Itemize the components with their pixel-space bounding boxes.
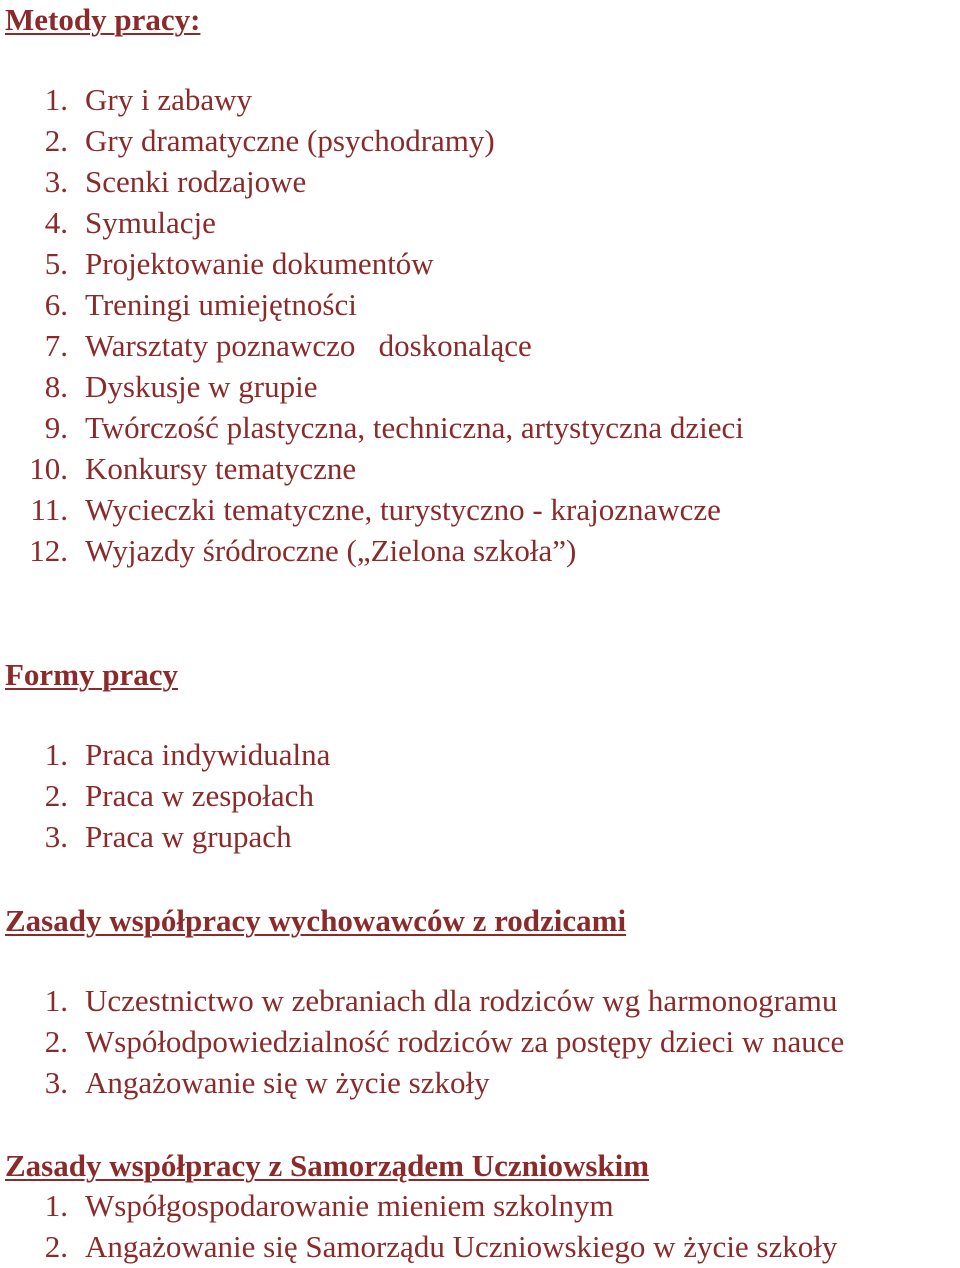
- list-item-text: Treningi umiejętności: [85, 287, 357, 322]
- list-item-number: 9.: [44, 410, 68, 445]
- list-item-number: 8.: [44, 369, 68, 404]
- list-item-text: Gry dramatyczne (psychodramy): [85, 123, 495, 158]
- list-item: [0, 79, 744, 120]
- list-item: [0, 202, 744, 243]
- list-item-number: 1.: [44, 82, 68, 117]
- list-item-number: 11.: [30, 492, 68, 527]
- list-item: [0, 120, 744, 161]
- list-item-number: 2.: [44, 778, 68, 813]
- list-item: [0, 1226, 837, 1267]
- list-item: [0, 816, 330, 857]
- list-item-number: 10.: [29, 451, 68, 486]
- list-item-number: 3.: [44, 819, 68, 854]
- list-item-number: 2.: [44, 1024, 68, 1059]
- list-wspolpraca-z-rodzicami: [0, 980, 844, 1103]
- list-item-text: Praca w zespołach: [85, 778, 314, 813]
- list-item: [0, 448, 744, 489]
- list-item: [0, 243, 744, 284]
- list-item-number: 1.: [44, 737, 68, 772]
- list-item-text: Konkursy tematyczne: [85, 451, 357, 486]
- list-item-text: Twórczość plastyczna, techniczna, artystyczna dzieci: [85, 410, 744, 445]
- list-item-text: Warsztaty poznawczo doskonalące: [85, 328, 532, 363]
- list-item-text: Projektowanie dokumentów: [85, 246, 434, 281]
- list-item-number: 1.: [44, 983, 68, 1018]
- list-item: [0, 530, 744, 571]
- list-item-text: Scenki rodzajowe: [85, 164, 307, 199]
- list-item: [0, 407, 744, 448]
- list-item-number: 12.: [29, 533, 68, 568]
- list-item-number: 3.: [44, 1065, 68, 1100]
- list-item-text: Praca indywidualna: [85, 737, 331, 772]
- list-item-text: Dyskusje w grupie: [85, 369, 318, 404]
- list-formy-pracy: [0, 734, 330, 857]
- list-item: [0, 161, 744, 202]
- list-item: [0, 489, 744, 530]
- list-item-number: 4.: [44, 205, 68, 240]
- list-item-number: 7.: [44, 328, 68, 363]
- list-item: [0, 325, 744, 366]
- list-item-text: Angażowanie się Samorządu Uczniowskiego w życie szkoły: [85, 1229, 838, 1264]
- list-item: [0, 980, 844, 1021]
- list-item: [0, 1021, 844, 1062]
- list-item-number: 6.: [44, 287, 68, 322]
- list-wspolpraca-z-samorzadem: [0, 1185, 837, 1267]
- list-item-text: Symulacje: [85, 205, 216, 240]
- list-item-text: Praca w grupach: [85, 819, 292, 854]
- list-item-text: Angażowanie się w życie szkoły: [85, 1065, 490, 1100]
- list-item: [0, 1185, 837, 1226]
- list-item-text: Gry i zabawy: [85, 82, 252, 117]
- list-item: [0, 284, 744, 325]
- list-metody-pracy: [0, 79, 744, 571]
- list-item-text: Wyjazdy śródroczne („Zielona szkoła”): [85, 533, 577, 568]
- list-item-text: Wycieczki tematyczne, turystyczno - krajoznawcze: [85, 492, 721, 527]
- list-item-number: 1.: [44, 1188, 68, 1223]
- list-item: [0, 775, 330, 816]
- heading-metody-pracy: Metody pracy:: [5, 2, 201, 37]
- list-item-number: 5.: [44, 246, 68, 281]
- list-item-text: Uczestnictwo w zebraniach dla rodziców wg harmonogramu: [85, 983, 838, 1018]
- list-item-text: Współgospodarowanie mieniem szkolnym: [85, 1188, 614, 1223]
- heading-formy-pracy: Formy pracy: [5, 657, 179, 692]
- list-item: [0, 1062, 844, 1103]
- list-item-text: Współodpowiedzialność rodziców za postępy dzieci w nauce: [85, 1024, 845, 1059]
- heading-wspolpraca-z-rodzicami: Zasady współpracy wychowawców z rodzicami: [5, 903, 627, 938]
- list-item: [0, 366, 744, 407]
- list-item-number: 2.: [44, 123, 68, 158]
- heading-wspolpraca-z-samorzadem: Zasady współpracy z Samorządem Uczniowskim: [5, 1148, 650, 1183]
- list-item-number: 2.: [44, 1229, 68, 1264]
- list-item: [0, 734, 330, 775]
- list-item-number: 3.: [44, 164, 68, 199]
